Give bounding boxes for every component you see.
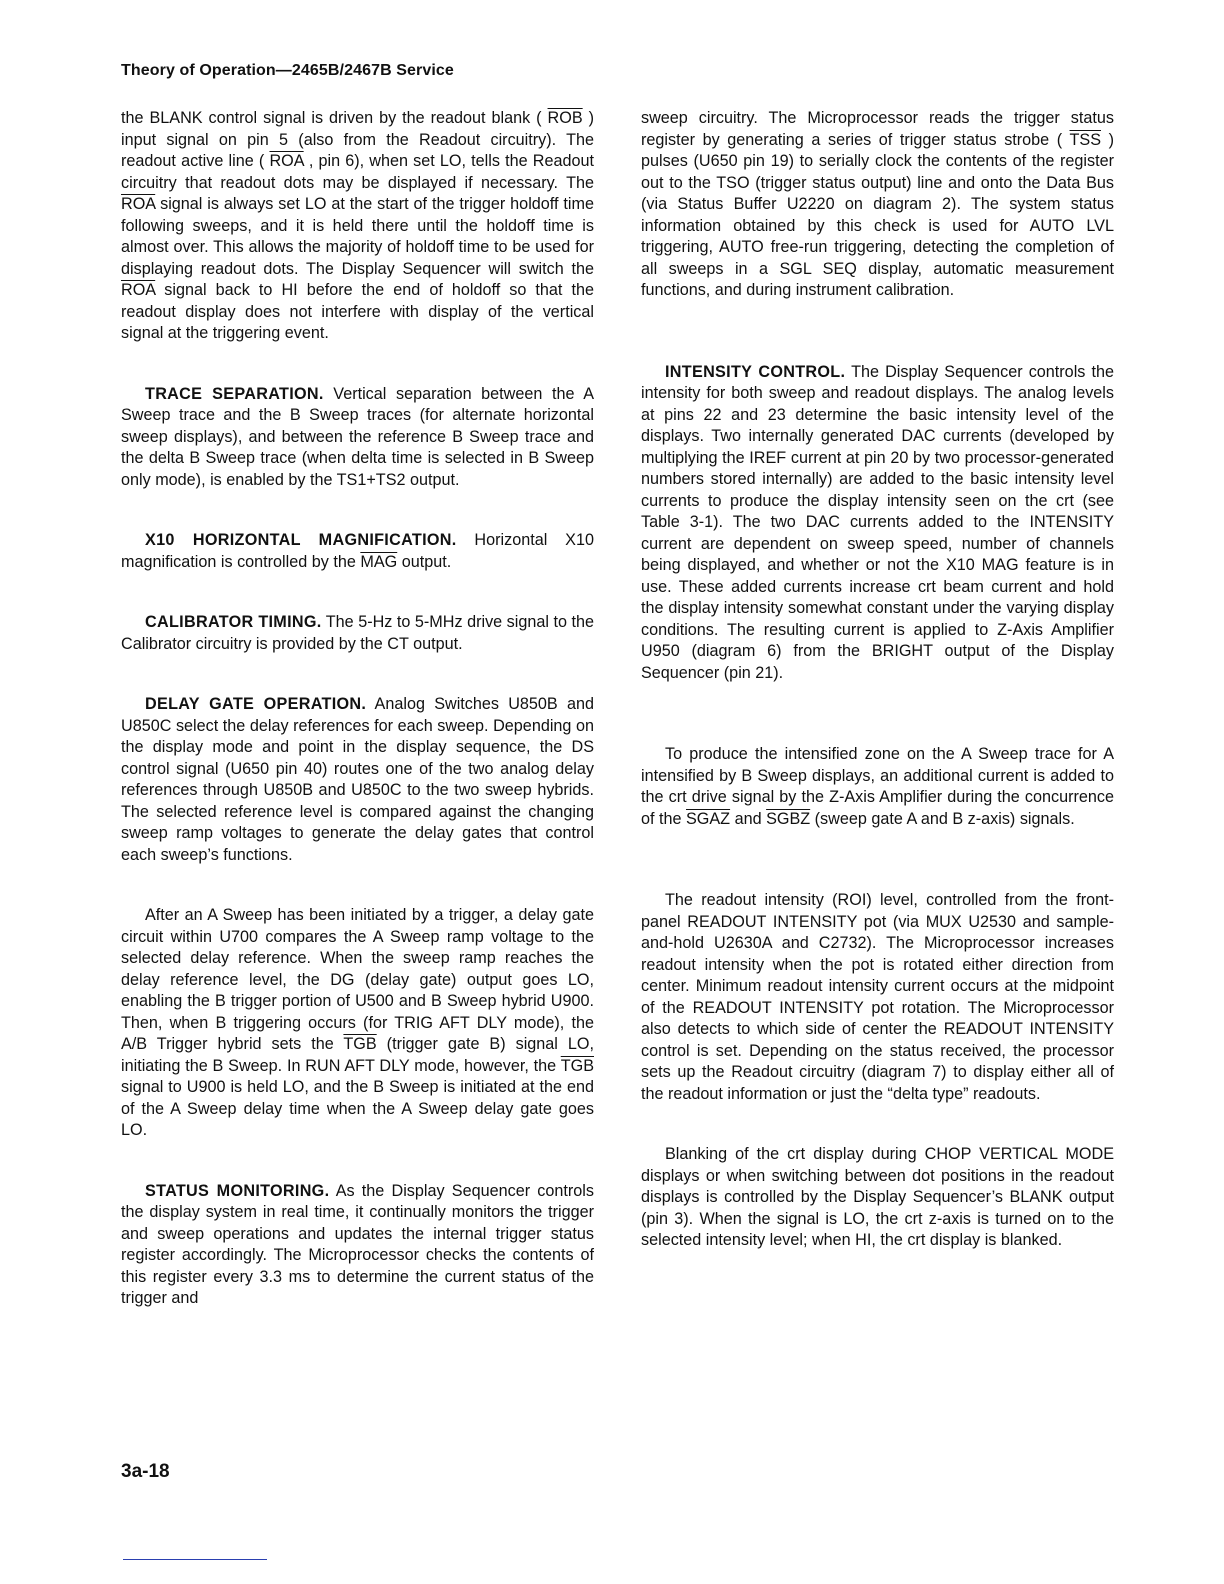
text: After an A Sweep has been initiated by a trigger, a delay gate circuit within U700 compares the A Sweep ramp voltage to the selected delay reference. When the sweep ramp reaches the delay reference level, the DG (delay gate) output goes LO, enabling the B trigger portion of U500 and B Sweep hybrid U900. Then, when B triggering occurs (for TRIG AFT DLY mode), the A/B Trigger hybrid sets the [121, 906, 594, 1053]
text: sweep circuitry. The Microprocessor reads the trigger status register by generating a series of trigger status strobe ( [641, 109, 1114, 149]
paragraph-status-monitoring [121, 1181, 594, 1310]
signal-tgb: $\overline{TGB}$ [343, 1035, 377, 1053]
left-column [121, 108, 594, 1310]
section-heading: INTENSITY CONTROL. [665, 362, 846, 381]
paragraph-blank-control [121, 108, 594, 345]
paragraph-delay-gate-operation [121, 694, 594, 866]
section-heading: DELAY GATE OPERATION. [145, 695, 367, 713]
paragraph-blanking [641, 1144, 1114, 1252]
text: The readout intensity (ROI) level, controlled from the front-panel READOUT INTENSITY pot (via MUX U2530 and sample-and-hold U2630A and C2732). The Microprocessor increases readout intensity when the pot is rotated either direction from center. Minimum readout intensity current occurs at the midpoint of the READOUT INTENSITY pot rotation. The Microprocessor also detects to which side of center the READOUT INTENSITY control is set. Depending on the status received, the processor sets up the Readout circuitry (diagram 7) to display either all of the readout information or just the “delta type” readouts. [641, 891, 1114, 1103]
text: As the Display Sequencer controls the display system in real time, it continually monitors the trigger and sweep operations and updates the internal trigger status register accordingly. The Microprocessor checks the contents of this register every 3.3 ms to determine the current status of the trigger and [121, 1181, 594, 1307]
paragraph-a-sweep-initiated [121, 905, 594, 1142]
paragraph-trigger-status-register [641, 108, 1114, 302]
text: signal is always set LO at the start of the trigger holdoff time following sweeps, and it is held there until the holdoff time is almost over. This allows the majority of holdoff time to be used for displaying readout dots. The Display Sequencer will switch the [121, 195, 594, 278]
text: ) input signal on pin 5 (also from the Readout circuitry). The readout active line ( [121, 109, 595, 170]
text: Blanking of the crt display during CHOP VERTICAL MODE displays or when switching between dot positions in the readout displays is controlled by the Display Sequencer’s BLANK output (pin 3). When the signal is LO, the crt z-axis is turned on to the selected intensity level; when HI, the crt display is blanked. [641, 1145, 1114, 1249]
text: (trigger gate B) signal LO, initiating the B Sweep. In RUN AFT DLY mode, however, the [121, 1035, 594, 1075]
text: Horizontal X10 magnification is controlled by the [121, 531, 594, 571]
text: Vertical separation between the A Sweep trace and the B Sweep traces (for alternate horizontal sweep displays), and between the reference B Sweep trace and the delta B Sweep trace (when delta time is selected in B Sweep only mode), is enabled by the TS1+TS2 output. [121, 384, 594, 489]
paragraph-intensified-zone [641, 744, 1114, 830]
text: To produce the intensified zone on the A Sweep trace for A intensified by B Sweep displays, an additional current is added to the crt drive signal by the Z-Axis Amplifier during the concurrence of the [641, 745, 1114, 828]
footer-rule [123, 1559, 267, 1560]
page-number: 3a-18 [121, 1461, 170, 1482]
text: signal to U900 is held LO, and the B Sweep is initiated at the end of the A Sweep delay time when the A Sweep delay gate goes LO. [121, 1078, 594, 1139]
text: the BLANK control signal is driven by the readout blank ( [121, 109, 542, 127]
signal-sgbz: SGBZ [766, 809, 811, 828]
paragraph-intensity-control [641, 362, 1114, 685]
text: ) pulses (U650 pin 19) to serially clock the contents of the register out to the TSO (trigger status output) line and onto the Data Bus (via Status Buffer U2220 on diagram 2). The system status information obtained by this check is used for AUTO LVL triggering, AUTO free-run triggering, detecting the completion of all sweeps in a SGL SEQ display, automatic measurement functions, and during instrument calibration. [641, 130, 1114, 299]
signal-tss: $\overline{TSS}$ [1069, 130, 1101, 149]
text: The 5-Hz to 5-MHz drive signal to the Calibrator circuitry is provided by the CT output. [121, 613, 594, 653]
section-heading: CALIBRATOR TIMING. [145, 613, 322, 631]
signal-roa: $\overline{ROA}$ [269, 152, 304, 170]
text: , pin 6), when set LO, tells the Readout circuitry that readout dots may be displayed if necessary. The [121, 152, 595, 192]
signal-roa: $\overline{ROA}$ [121, 281, 156, 299]
page-header: Theory of Operation—2465B/2467B Service [121, 62, 454, 79]
section-heading: STATUS MONITORING. [145, 1181, 330, 1200]
signal-rob: $\overline{ROB}$ [547, 109, 583, 127]
signal-sgaz: SGAZ [686, 809, 731, 828]
right-column [641, 108, 1114, 1252]
section-heading: TRACE SEPARATION. [145, 384, 324, 403]
text: (sweep gate A and B z-axis) signals. [810, 809, 1075, 828]
paragraph-trace-separation [121, 384, 594, 492]
text: Analog Switches U850B and U850C select the delay references for each sweep. Depending on the display mode and point in the display sequence, the DS control signal (U650 pin 40) routes one of the two analog delay references through U850B and U850C to the two sweep hybrids. The selected reference level is compared against the changing sweep ramp voltages to generate the delay gates that control each sweep’s functions. [121, 695, 594, 864]
signal-mag: $\overline{MAG}$ [360, 552, 398, 571]
paragraph-readout-intensity [641, 890, 1114, 1105]
text: The Display Sequencer controls the intensity for both sweep and readout displays. The analog levels at pins 22 and 23 determine the basic intensity level of the displays. Two internally generated DAC currents (developed by multiplying the IREF current at pin 20 by two processor-generated numbers stored internally) are added to the basic intensity level currents to produce the display intensity seen on the crt (see Table 3-1). The two DAC currents added to the INTENSITY current are dependent on sweep speed, number of channels being displayed, and whether or not the X10 MAG feature is in use. These added currents increase crt beam current and hold the display intensity somewhat constant under the varying display conditions. The resulting current is applied to Z-Axis Amplifier U950 (diagram 6) from the BRIGHT output of the Display Sequencer (pin 21). [641, 362, 1114, 682]
text: and [730, 809, 767, 828]
paragraph-calibrator-timing [121, 612, 594, 655]
section-heading: X10 HORIZONTAL MAGNIFICATION. [145, 531, 457, 549]
text: signal back to HI before the end of holdoff so that the readout display does not interfere with display of the vertical signal at the triggering event. [121, 281, 594, 342]
text: output. [397, 552, 452, 571]
paragraph-x10-magnification [121, 530, 594, 573]
signal-tgb: $\overline{TGB}$ [560, 1056, 594, 1075]
signal-roa: $\overline{ROA}$ [121, 195, 156, 213]
